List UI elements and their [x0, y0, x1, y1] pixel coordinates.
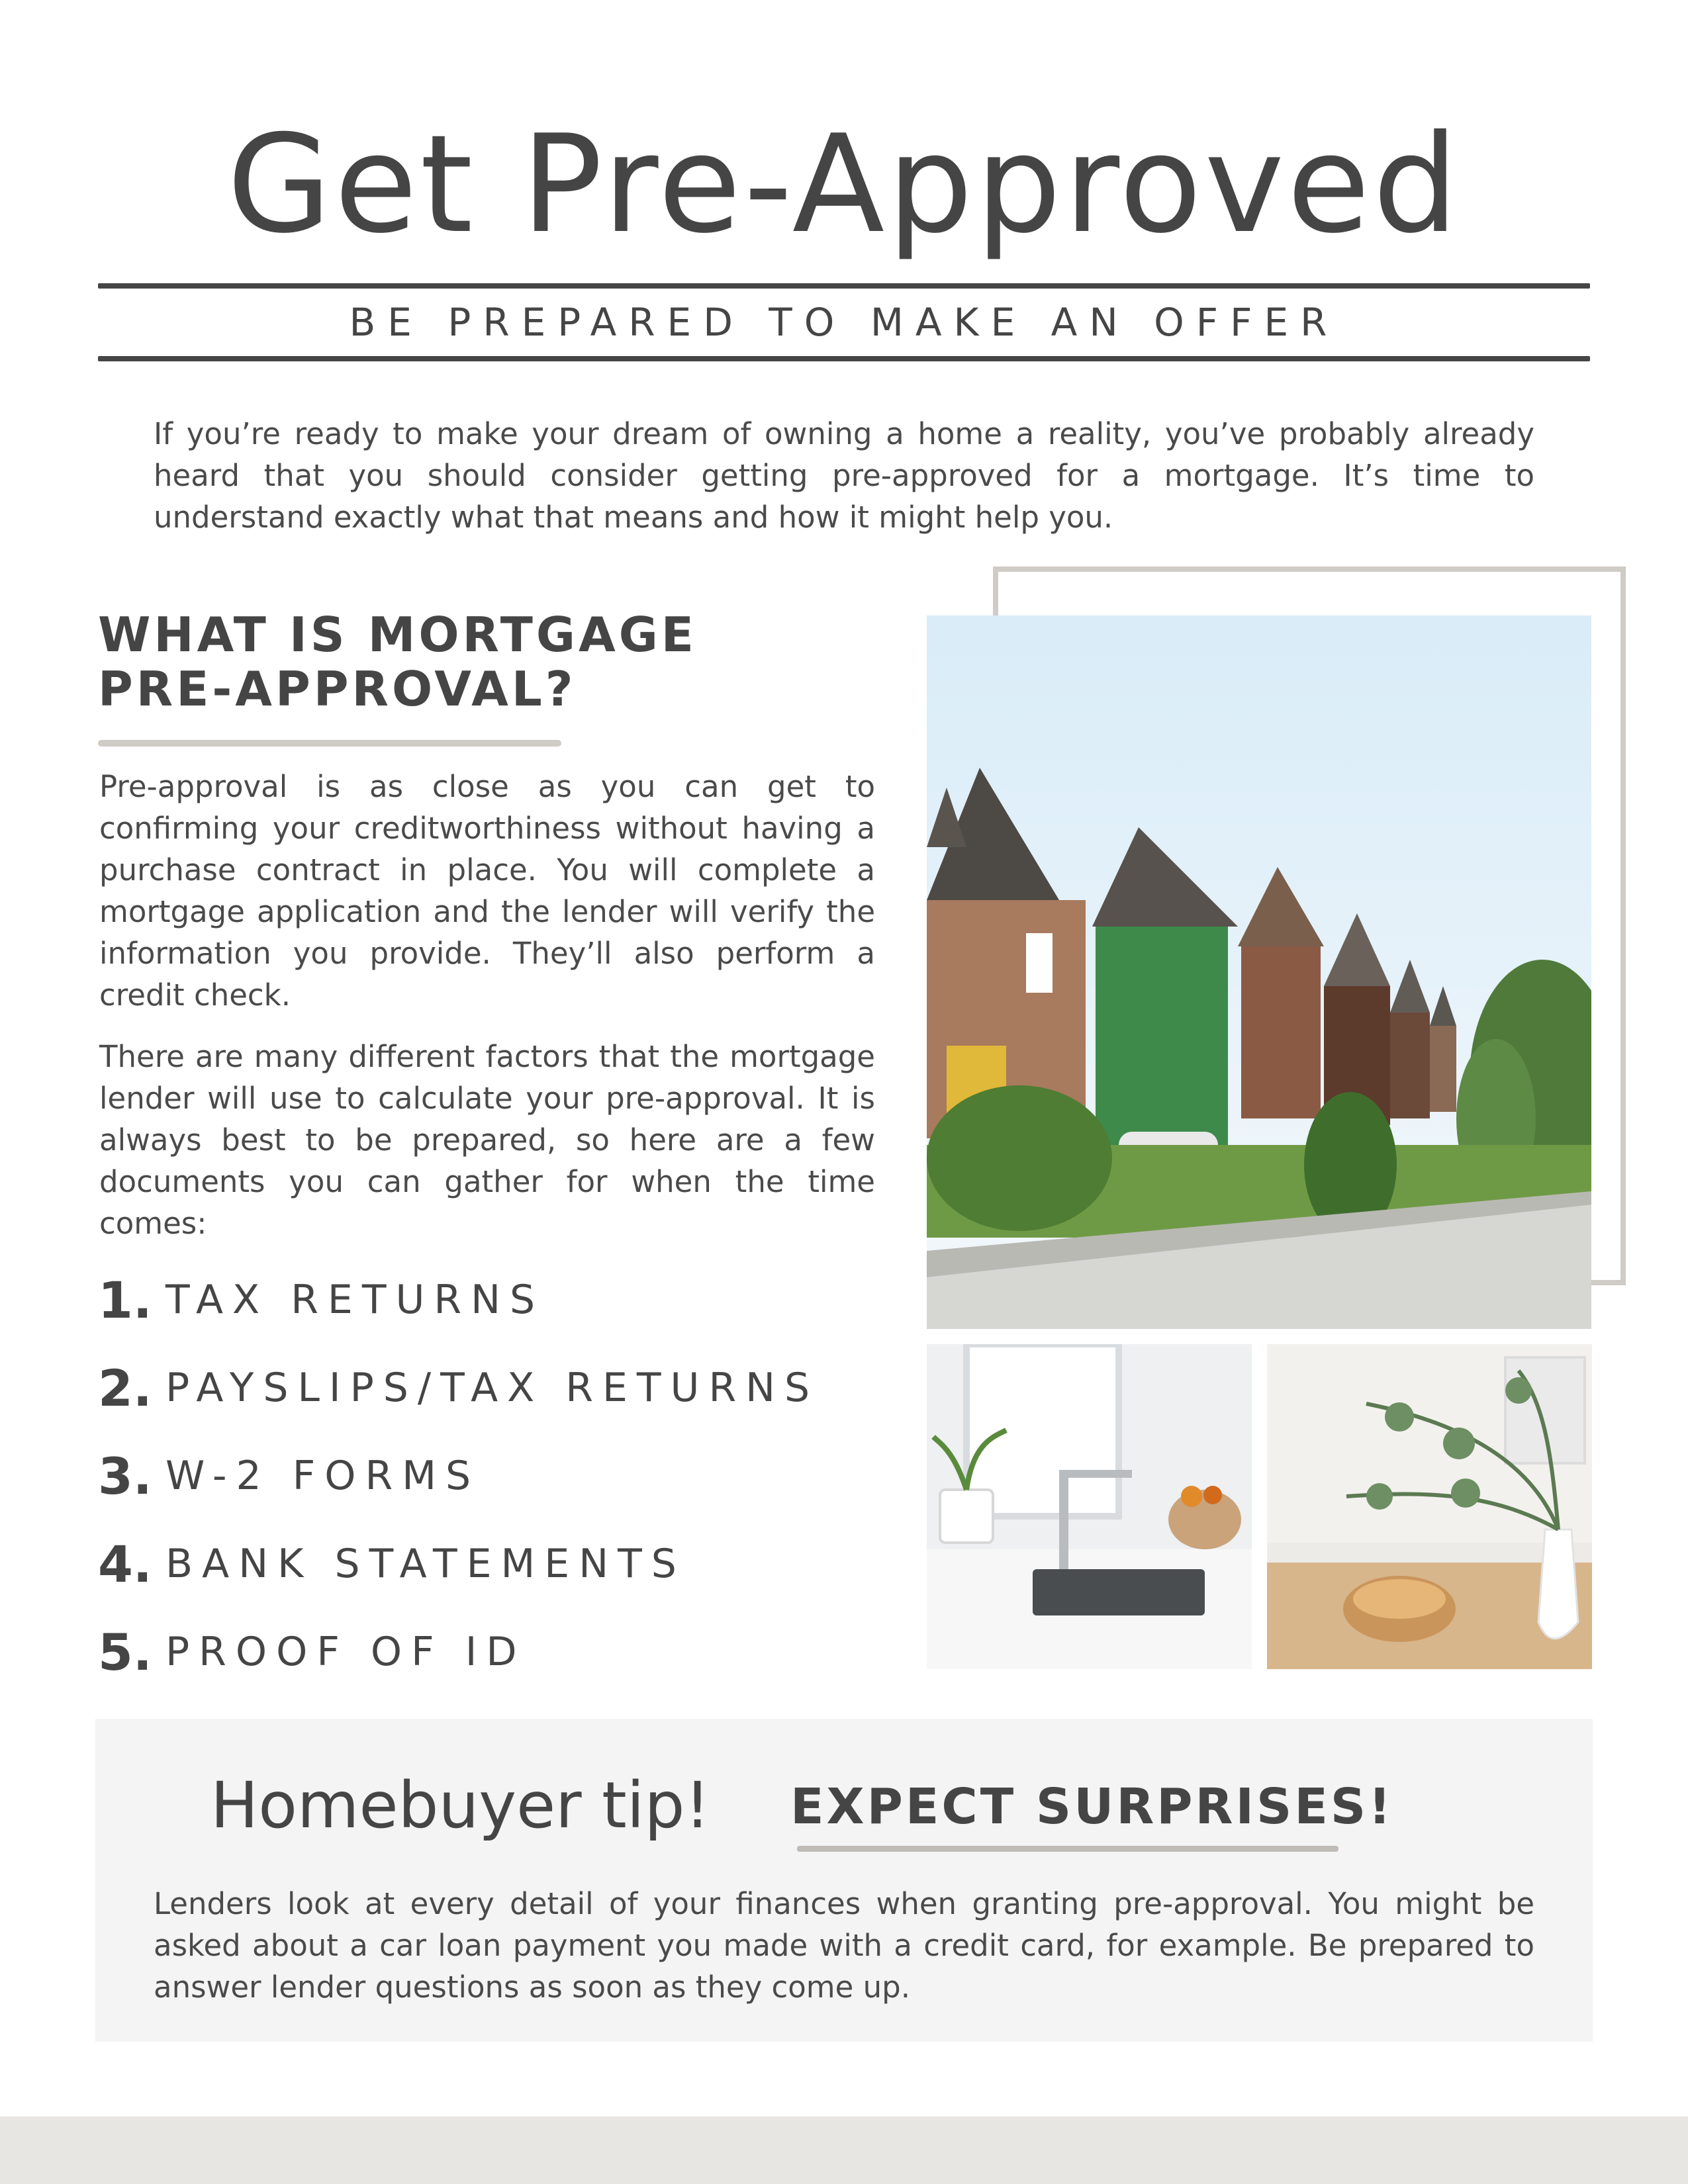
intro-paragraph: If you’re ready to make your dream of owning a home a reality, you’ve probably already heard that you should consider getting pre-approved for a mortgage. It’s time to understand exactly what that means and how it might help you.	[154, 416, 1534, 535]
list-number: 2.	[98, 1358, 152, 1418]
tip-body: Lenders look at every detail of your finances when granting pre-approval. You might be asked about a car loan payment you made with a credit card, for example. Be prepared to answer lender questions as soon as they come up.	[154, 1886, 1534, 2005]
tip-heading: EXPECT SURPRISES!	[790, 1778, 1393, 1835]
section-heading-line-2: PRE-APPROVAL?	[98, 661, 577, 717]
list-label: PAYSLIPS/TAX RETURNS	[165, 1365, 820, 1411]
title-divider-bottom	[98, 356, 1590, 361]
list-number: 5.	[98, 1622, 152, 1682]
section-heading	[98, 608, 760, 716]
list-label: PROOF OF ID	[165, 1629, 526, 1675]
document-list-item	[98, 1267, 892, 1333]
tip-heading-underline	[797, 1846, 1338, 1852]
kitchen-sink-photo	[927, 1344, 1252, 1669]
document-list-item	[98, 1355, 892, 1421]
list-number: 4.	[98, 1534, 152, 1594]
kitchen-counter-photo	[1267, 1344, 1592, 1669]
list-label: TAX RETURNS	[165, 1277, 545, 1323]
section-heading-line-1: WHAT IS MORTGAGE	[98, 607, 697, 662]
list-label: W-2 FORMS	[165, 1453, 481, 1499]
title-divider-top	[98, 283, 1590, 289]
page-title: Get Pre-Approved	[226, 107, 1462, 263]
houses-street-photo	[927, 615, 1591, 1329]
section-heading-underline	[98, 740, 561, 747]
tip-label: Homebuyer tip!	[211, 1768, 710, 1843]
section-paragraph-1: Pre-approval is as close as you can get to confirming your creditworthiness without having a purchase contract in place. You will complete a mortgage application and the lender will verify the information you provide. They’ll also perform a credit check.	[99, 769, 875, 1013]
page-subtitle: BE PREPARED TO MAKE AN OFFER	[349, 300, 1339, 345]
footer-band	[0, 2116, 1688, 2184]
list-label: BANK STATEMENTS	[165, 1541, 686, 1587]
list-number: 1.	[98, 1270, 152, 1330]
section-paragraph-2: There are many different factors that the mortgage lender will use to calculate your pre-approval. It is always best to be prepared, so here are a few documents you can gather for when the time comes:	[99, 1039, 875, 1241]
document-list-item	[98, 1443, 892, 1509]
document-list-item	[98, 1531, 892, 1597]
list-number: 3.	[98, 1446, 152, 1506]
document-list-item	[98, 1619, 892, 1685]
